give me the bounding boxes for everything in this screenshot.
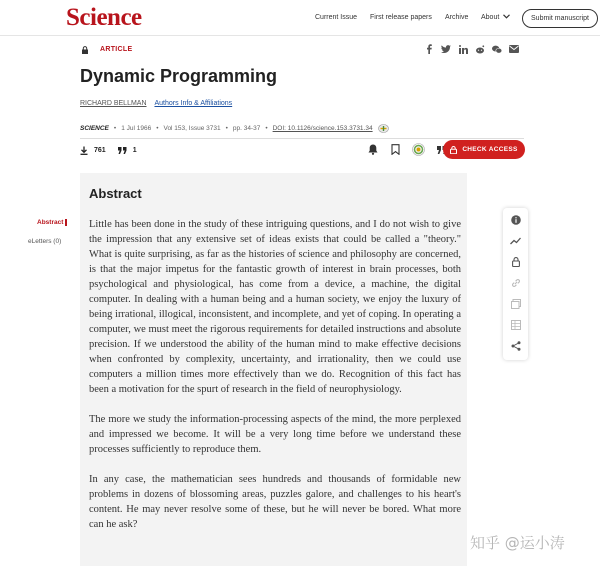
sidebar-abstract-label: Abstract	[37, 219, 64, 226]
info-icon[interactable]	[510, 214, 521, 225]
figures-icon[interactable]	[510, 298, 521, 309]
altmetric-icon[interactable]	[412, 143, 425, 156]
chevron-down-icon	[503, 14, 510, 19]
citation-line	[80, 124, 389, 133]
linkedin-icon[interactable]	[458, 44, 468, 54]
link-icon[interactable]	[510, 277, 521, 288]
quote-icon	[118, 147, 127, 154]
nav-first-release[interactable]: First release papers	[370, 14, 432, 21]
author-link[interactable]: RICHARD BELLMAN	[80, 100, 147, 107]
email-icon[interactable]	[509, 44, 519, 54]
article-metrics	[80, 146, 137, 155]
sidebar-item-abstract[interactable]	[37, 219, 67, 226]
nav-about-label: About	[481, 14, 500, 21]
article-type-label: ARTICLE	[100, 46, 133, 53]
bell-icon[interactable]	[366, 143, 379, 156]
lock-icon	[450, 146, 457, 154]
tables-icon[interactable]	[510, 319, 521, 330]
lock-access-icon[interactable]	[510, 256, 521, 267]
divider-dot: •	[265, 125, 268, 132]
citation-count: 1	[132, 147, 137, 154]
abstract-paragraph: Little has been done in the study of these intriguing questions, and I do not wish to give the impression that any extensive set of ideas exists that could be called a "theory." What is quite surprising, as far as the histories of science and philosophy are concerned, is that the major impetus for the fantastic growth of interest in brain processes, both psychological and physiological, has come from a device, a machine, the digital computer. In dealing with a human being and a human society, we enjoy the luxury of being irrational, illogical, inconsistent, and incomplete, and yet of coping. In operating a computer, we must meet the rigorous requirements for detailed instructions and absolute precision. If we understood the ability of the human mind to make effective decisions when confronted by complexity, uncertainty, and irrationality, then we could use computers a million times more effectively than we do. Recognition of this fact has been a motivation for the spurt of research in the field of neurophysiology.	[89, 219, 461, 395]
share-bar	[424, 44, 519, 54]
divider-dot: •	[156, 125, 159, 132]
metrics-trend-icon[interactable]	[510, 235, 521, 246]
sidebar-item-eletters[interactable]: eLetters (0)	[28, 238, 62, 245]
abstract-paragraph: In any case, the mathematician sees hundreds and thousands of formidable new problems in dozens of blossoming areas, puzzles galore, and challenges to his heart's content. He may never resolve some of these, but he will never be bored. What more can he ask?	[89, 474, 461, 530]
authors-line	[80, 100, 232, 107]
watermark: 知乎 @运小涛	[470, 534, 565, 552]
site-header	[0, 0, 600, 36]
wechat-icon[interactable]	[492, 44, 502, 54]
share-icon[interactable]	[510, 340, 521, 351]
crossmark-icon[interactable]	[378, 124, 389, 133]
volume-issue[interactable]: Vol 153, Issue 3731	[163, 125, 221, 132]
nav-archive[interactable]: Archive	[445, 14, 469, 21]
lock-icon	[81, 46, 89, 54]
divider-dot: •	[225, 125, 228, 132]
facebook-icon[interactable]	[424, 44, 434, 54]
nav-current-issue[interactable]: Current Issue	[315, 14, 358, 21]
abstract-section	[80, 173, 467, 566]
article-actions	[366, 143, 448, 156]
meta-divider	[80, 138, 524, 139]
science-logo[interactable]: Science	[66, 4, 142, 31]
divider-dot: •	[113, 125, 117, 132]
pub-date: 1 Jul 1966	[121, 125, 152, 132]
download-count: 761	[94, 147, 106, 154]
active-indicator	[65, 219, 67, 226]
journal-name: SCIENCE	[80, 125, 109, 132]
abstract-body	[89, 217, 461, 547]
check-access-label: CHECK ACCESS	[462, 146, 518, 153]
reddit-icon[interactable]	[475, 44, 485, 54]
article-title: Dynamic Programming	[80, 66, 278, 86]
download-icon	[80, 146, 88, 155]
nav-about[interactable]	[481, 14, 510, 21]
affiliations-link[interactable]: Authors Info & Affiliations	[154, 100, 233, 107]
pages: pp. 34-37	[232, 125, 261, 132]
submit-manuscript-button[interactable]: Submit manuscript	[522, 9, 598, 28]
tool-rail	[503, 208, 528, 360]
abstract-heading: Abstract	[89, 186, 142, 201]
check-access-button[interactable]	[443, 140, 525, 159]
doi-link[interactable]: DOI: 10.1126/science.153.3731.34	[272, 125, 373, 132]
twitter-icon[interactable]	[441, 44, 451, 54]
abstract-paragraph: The more we study the information-processing aspects of the mind, the more perplexed and impressed we become. It will be a very long time before we understand these processes sufficiently to reproduce them.	[89, 414, 461, 455]
bookmark-icon[interactable]	[389, 143, 402, 156]
